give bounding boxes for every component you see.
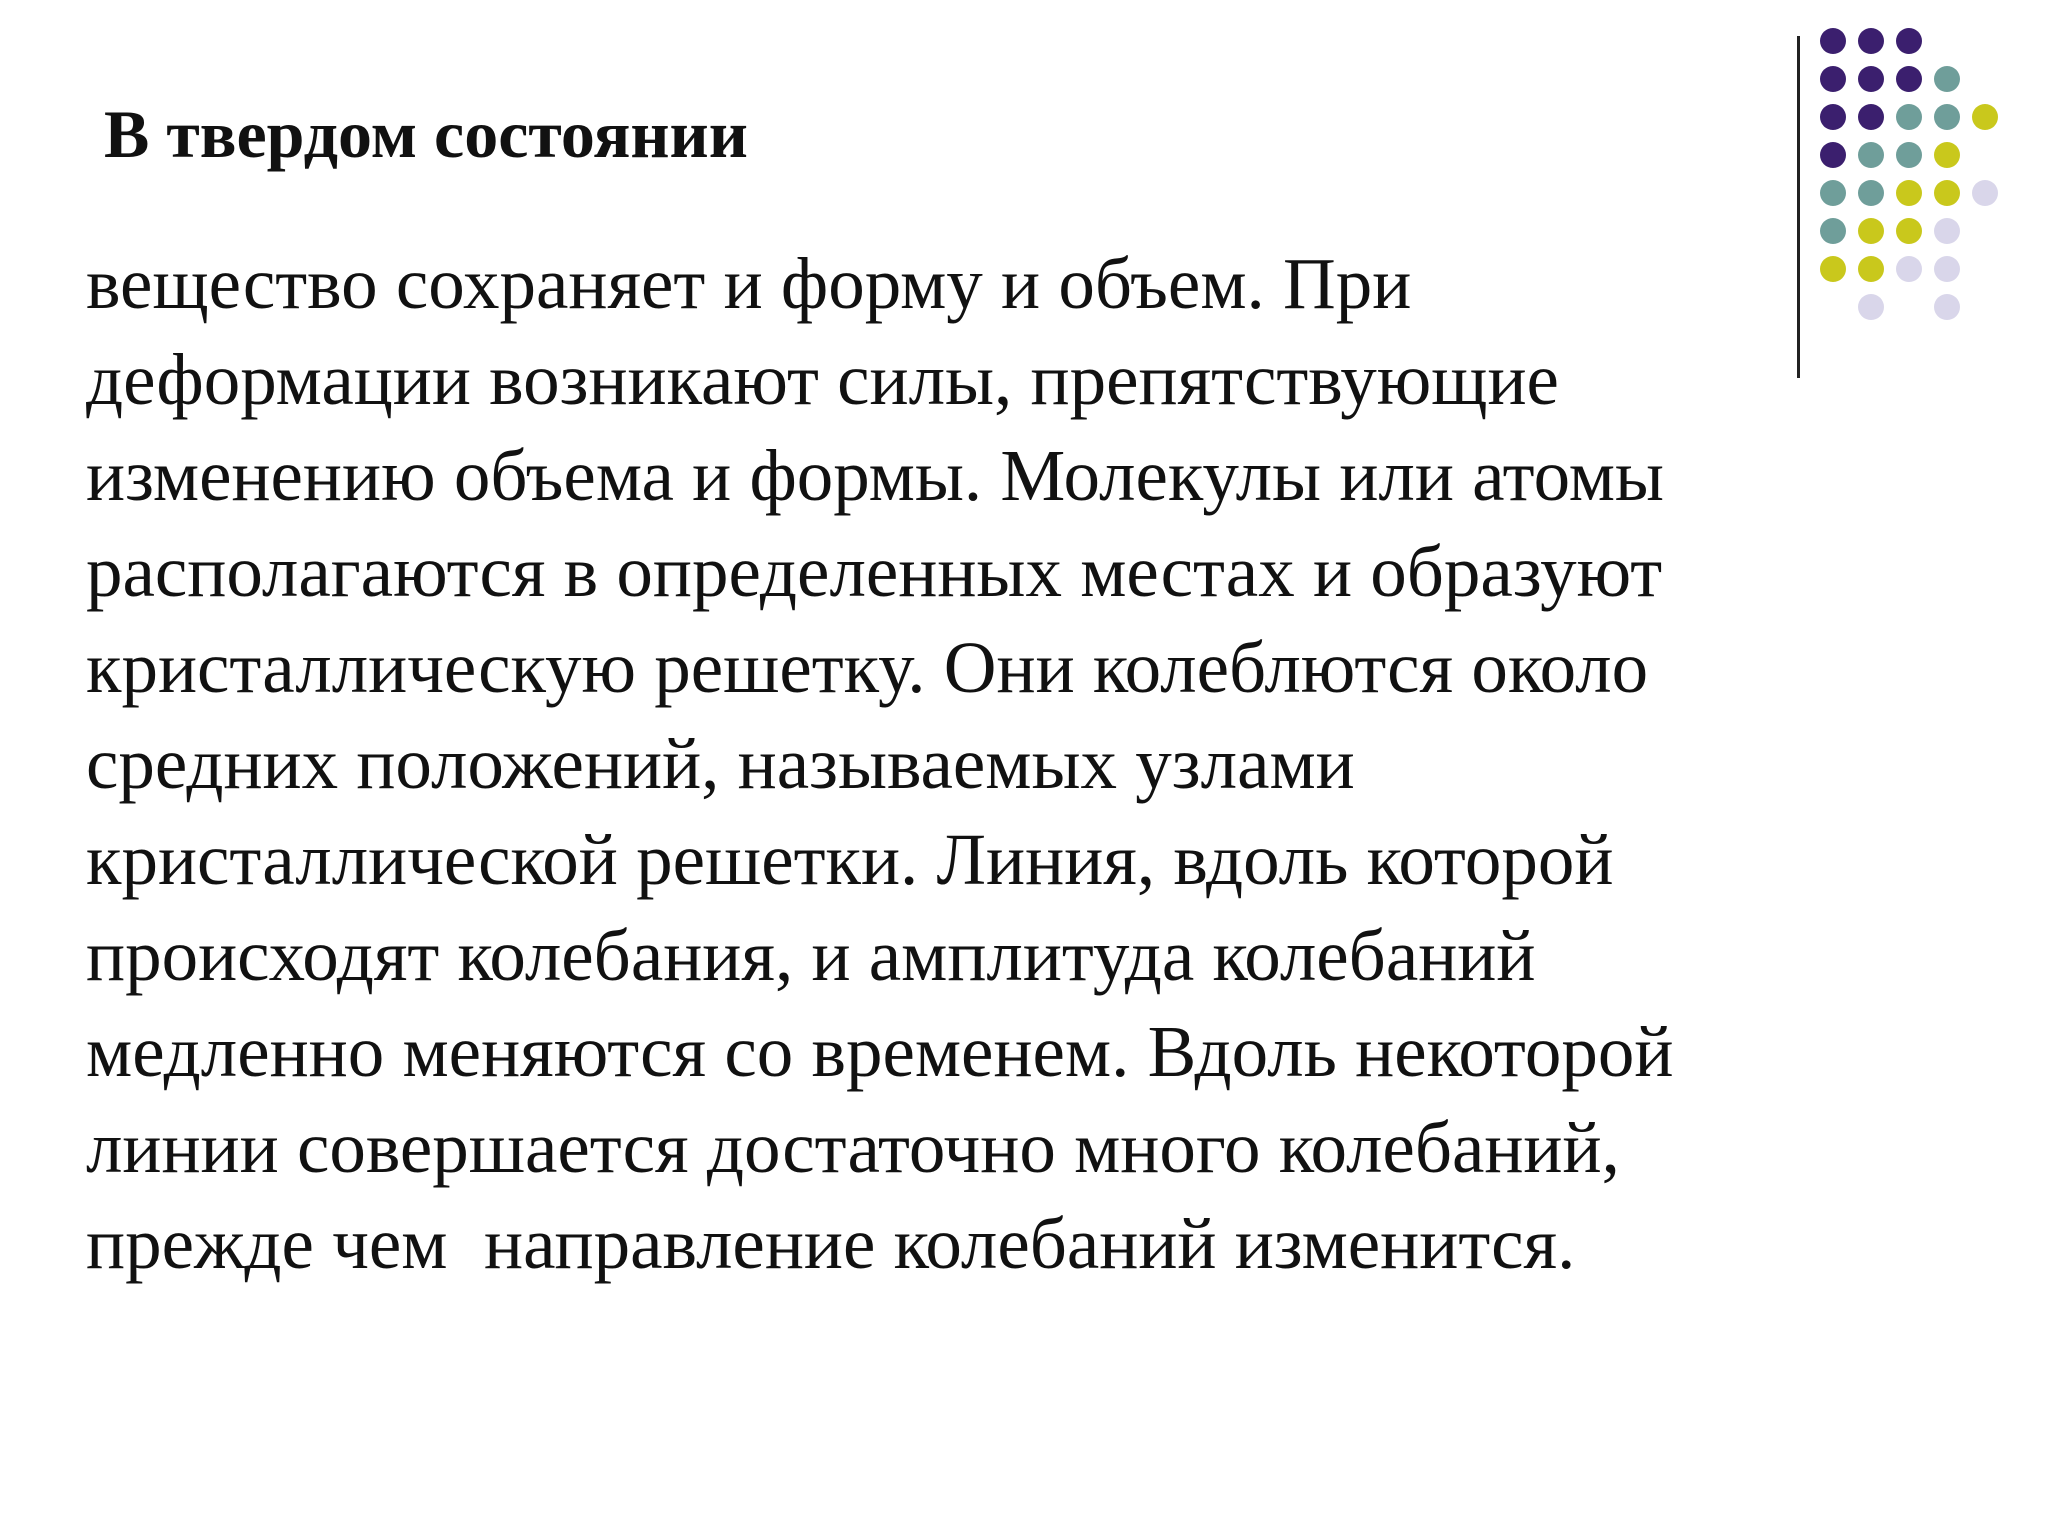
body-line: кристаллической решетки. Линия, вдоль которой — [86, 819, 1614, 900]
body-line: изменению объема и формы. Молекулы или атомы — [86, 435, 1664, 516]
decorative-dot — [1896, 28, 1922, 54]
decorative-dot — [1972, 180, 1998, 206]
decorative-dot — [1820, 66, 1846, 92]
decorative-dot — [1820, 104, 1846, 130]
decorative-dot — [1858, 104, 1884, 130]
body-line: линии совершается достаточно много колебаний, — [86, 1107, 1620, 1188]
decorative-dot — [1934, 180, 1960, 206]
decorative-dot — [1934, 218, 1960, 244]
decorative-dot — [1858, 142, 1884, 168]
body-line: средних положений, называемых узлами — [86, 723, 1355, 804]
decorative-dot — [1858, 28, 1884, 54]
decorative-dot — [1934, 66, 1960, 92]
decorative-dot — [1896, 180, 1922, 206]
decorative-dot — [1820, 180, 1846, 206]
decorative-dot — [1896, 66, 1922, 92]
body-line: происходят колебания, и амплитуда колебаний — [86, 915, 1536, 996]
decorative-dot — [1820, 218, 1846, 244]
decorative-dot — [1896, 104, 1922, 130]
decorative-dot — [1896, 142, 1922, 168]
decorative-dot — [1972, 104, 1998, 130]
decorative-dot — [1896, 218, 1922, 244]
body-line: деформации возникают силы, препятствующие — [86, 339, 1559, 420]
decorative-dot — [1858, 256, 1884, 282]
decorative-dot — [1858, 218, 1884, 244]
slide-body-text — [86, 236, 1886, 1292]
decorative-dot — [1858, 180, 1884, 206]
decorative-dot-grid — [1820, 28, 2040, 338]
decorative-dot — [1820, 28, 1846, 54]
body-line: располагаются в определенных местах и образуют — [86, 531, 1663, 612]
decorative-dot — [1934, 142, 1960, 168]
body-line: медленно меняются со временем. Вдоль некоторой — [86, 1011, 1674, 1092]
decorative-dot — [1820, 142, 1846, 168]
body-line: кристаллическую решетку. Они колеблются около — [86, 627, 1649, 708]
decorative-dot — [1896, 256, 1922, 282]
decorative-dot — [1858, 294, 1884, 320]
decorative-dot — [1934, 104, 1960, 130]
body-line: прежде чем направление колебаний изменится. — [86, 1203, 1576, 1284]
slide-title: В твердом состоянии — [104, 96, 748, 172]
decorative-dot — [1934, 294, 1960, 320]
vertical-divider — [1797, 36, 1800, 378]
decorative-dot — [1858, 66, 1884, 92]
decorative-dot — [1820, 256, 1846, 282]
decorative-dot — [1934, 256, 1960, 282]
body-line: вещество сохраняет и форму и объем. При — [86, 243, 1412, 324]
